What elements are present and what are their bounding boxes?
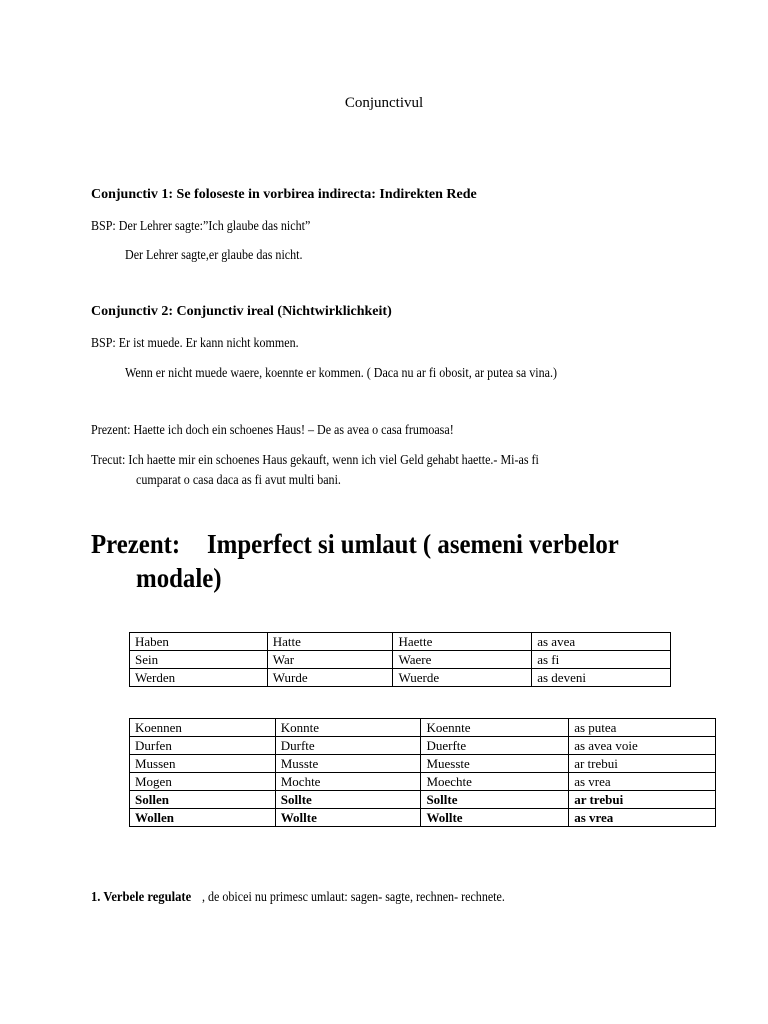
table-cell: Koennen (130, 719, 276, 737)
modal-verbs-table (129, 718, 716, 827)
table-cell: as vrea (569, 809, 716, 827)
footer-bold-text: 1. Verbele regulate (91, 890, 192, 905)
table-row (130, 737, 716, 755)
table-cell: War (267, 651, 393, 669)
table-cell: as vrea (569, 773, 716, 791)
table-cell: Durfen (130, 737, 276, 755)
table-cell: Musste (275, 755, 421, 773)
table-cell: Moechte (421, 773, 569, 791)
section-label: Prezent: (91, 529, 181, 559)
table-row (130, 651, 671, 669)
table-cell: as putea (569, 719, 716, 737)
table-cell: as fi (532, 651, 671, 669)
conj2-example-2: Wenn er nicht muede waere, koennte er kommen. ( Daca nu ar fi obosit, ar putea sa vina.) (125, 366, 557, 381)
table-cell: Wollen (130, 809, 276, 827)
prezent-example: Prezent: Haette ich doch ein schoenes Haus! – De as avea o casa frumoasa! (91, 423, 454, 438)
table-row (130, 755, 716, 773)
table-row (130, 809, 716, 827)
table-cell: Duerfte (421, 737, 569, 755)
table-cell: Muesste (421, 755, 569, 773)
conj2-example-1: BSP: Er ist muede. Er kann nicht kommen. (91, 336, 299, 351)
table-cell: Konnte (275, 719, 421, 737)
table-row (130, 719, 716, 737)
table-cell: Mochte (275, 773, 421, 791)
table-cell: Sein (130, 651, 268, 669)
table-cell: as deveni (532, 669, 671, 687)
table-cell: Mussen (130, 755, 276, 773)
table-cell: Sollte (421, 791, 569, 809)
footer-line (91, 890, 555, 906)
conj1-example-2: Der Lehrer sagte,er glaube das nicht. (125, 248, 303, 263)
footer-rest-text: , de obicei nu primesc umlaut: sagen- sagte, rechnen- rechnete. (202, 890, 506, 905)
table-row (130, 791, 716, 809)
section-title-line-2: modale) (136, 563, 222, 593)
table-cell: Wollte (275, 809, 421, 827)
table-cell: ar trebui (569, 791, 716, 809)
document-title: Conjunctivul (344, 95, 424, 111)
table-cell: Haette (393, 633, 532, 651)
trecut-example-line-1: Trecut: Ich haette mir ein schoenes Haus gekauft, wenn ich viel Geld gehabt haette.- Mi-as fi (91, 453, 539, 468)
table-cell: Haben (130, 633, 268, 651)
verbs-table-haben-sein-werden (129, 632, 671, 687)
conj1-heading: Conjunctiv 1: Se foloseste in vorbirea indirecta: Indirekten Rede (91, 187, 477, 202)
table-row (130, 633, 671, 651)
trecut-example-line-2: cumparat o casa daca as fi avut multi bani. (136, 473, 341, 488)
table-cell: as avea voie (569, 737, 716, 755)
table-cell: Sollte (275, 791, 421, 809)
table-cell: Waere (393, 651, 532, 669)
table-cell: Wollte (421, 809, 569, 827)
table-cell: Werden (130, 669, 268, 687)
table-row (130, 669, 671, 687)
table-cell: Hatte (267, 633, 393, 651)
conj2-heading: Conjunctiv 2: Conjunctiv ireal (Nichtwirklichkeit) (91, 304, 392, 319)
table-cell: Wuerde (393, 669, 532, 687)
table-cell: Koennte (421, 719, 569, 737)
table-cell: Wurde (267, 669, 393, 687)
conj1-example-1: BSP: Der Lehrer sagte:”Ich glaube das nicht” (91, 219, 311, 234)
table-cell: ar trebui (569, 755, 716, 773)
section-title-line-1: Imperfect si umlaut ( asemeni verbelor (207, 529, 619, 559)
table-row (130, 773, 716, 791)
table-cell: Durfte (275, 737, 421, 755)
table-cell: Mogen (130, 773, 276, 791)
table-cell: as avea (532, 633, 671, 651)
table-cell: Sollen (130, 791, 276, 809)
